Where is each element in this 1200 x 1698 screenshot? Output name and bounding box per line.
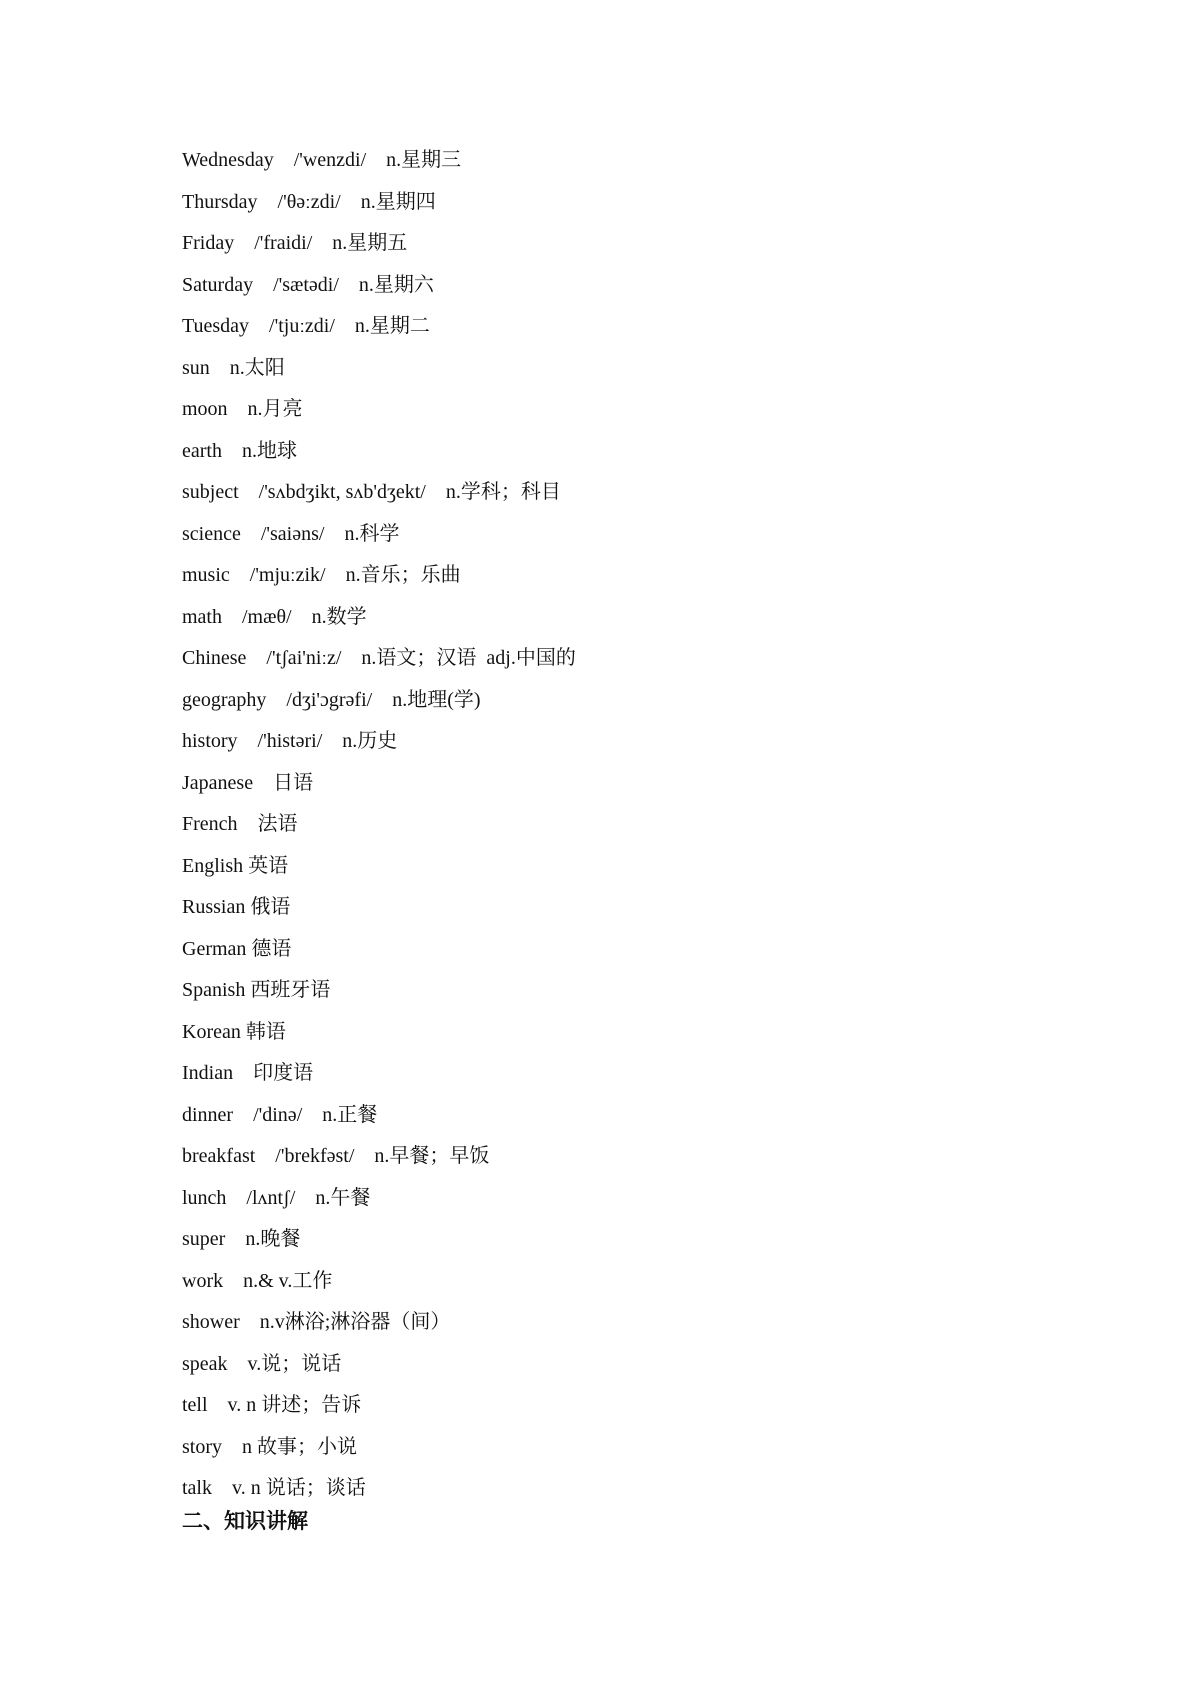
vocab-entry: Wednesday /'wenzdi/ n.星期三 [182, 149, 462, 171]
vocab-entry: super n.晚餐 [182, 1228, 301, 1250]
vocab-entry: German 德语 [182, 937, 292, 960]
vocab-entry: music /'mjuːzik/ n.音乐；乐曲 [182, 564, 461, 586]
vocab-entry: French 法语 [182, 813, 298, 835]
vocab-entry: English 英语 [182, 854, 289, 877]
vocab-entry: tell v. n 讲述；告诉 [182, 1394, 362, 1416]
vocab-entry: math /mæθ/ n.数学 [182, 605, 367, 628]
vocab-entry: talk v. n 说话；谈话 [182, 1477, 366, 1499]
vocab-entry: science /'saiəns/ n.科学 [182, 522, 400, 545]
vocab-entry: work n.& v.工作 [182, 1269, 333, 1292]
vocab-entry: Friday /'fraidi/ n.星期五 [182, 232, 408, 254]
vocab-entry: earth n.地球 [182, 439, 297, 462]
vocab-entry: lunch /lʌntʃ/ n.午餐 [182, 1186, 371, 1209]
vocab-entry: story n 故事；小说 [182, 1435, 357, 1458]
vocab-entry: Korean 韩语 [182, 1020, 286, 1043]
vocabulary-list [182, 140, 1082, 1510]
vocab-entry: geography /dʒi'ɔgrəfi/ n.地理(学) [182, 688, 481, 711]
section-heading: 二、知识讲解 [182, 1509, 308, 1533]
vocab-entry: Thursday /'θəːzdi/ n.星期四 [182, 190, 436, 213]
vocab-entry: history /'histəri/ n.历史 [182, 730, 398, 752]
vocab-entry: moon n.月亮 [182, 398, 303, 420]
vocab-entry: Russian 俄语 [182, 896, 291, 918]
vocab-entry: Tuesday /'tjuːzdi/ n.星期二 [182, 315, 430, 337]
vocab-entry: subject /'sʌbdʒikt, sʌb'dʒekt/ n.学科；科目 [182, 481, 561, 503]
vocab-entry: shower n.v淋浴;淋浴器（间） [182, 1311, 451, 1333]
vocab-entry: breakfast /'brekfəst/ n.早餐；早饭 [182, 1145, 490, 1167]
vocab-entry: Spanish 西班牙语 [182, 979, 331, 1001]
vocab-entry: speak v.说；说话 [182, 1352, 342, 1375]
vocab-entry: dinner /'dinə/ n.正餐 [182, 1103, 378, 1126]
vocab-entry: Indian 印度语 [182, 1062, 314, 1084]
vocab-entry: Chinese /'tʃai'niːz/ n.语文；汉语 adj.中国的 [182, 647, 576, 669]
vocab-entry: sun n.太阳 [182, 356, 285, 379]
vocab-entry: Saturday /'sætədi/ n.星期六 [182, 273, 434, 296]
vocab-entry: Japanese 日语 [182, 771, 314, 794]
